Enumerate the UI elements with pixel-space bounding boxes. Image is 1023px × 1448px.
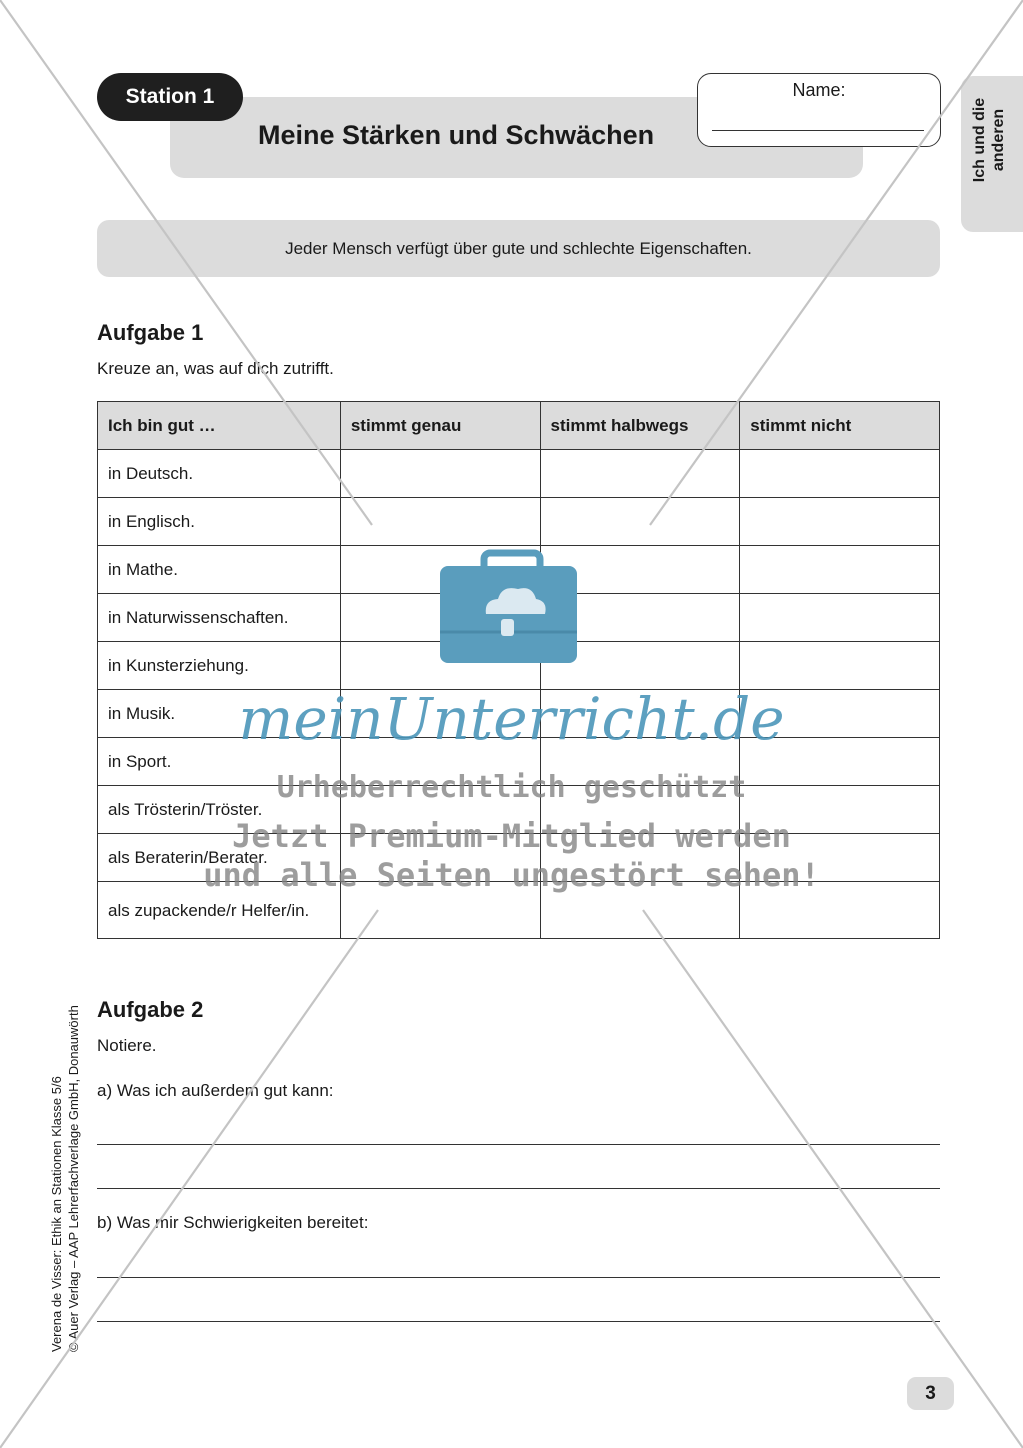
- table-row: [98, 642, 940, 690]
- author-credit: Verena de Visser: Ethik an Stationen Klasse 5/6: [49, 1076, 64, 1352]
- writing-line[interactable]: [97, 1188, 940, 1189]
- checkbox-cell[interactable]: [740, 594, 940, 642]
- checkbox-cell[interactable]: [340, 594, 540, 642]
- checkbox-cell[interactable]: [740, 642, 940, 690]
- watermark-diagonal: [643, 910, 1023, 1448]
- station-badge: Station 1: [97, 73, 243, 121]
- table-header-row: [98, 402, 940, 450]
- checkbox-cell[interactable]: [340, 642, 540, 690]
- checkbox-cell[interactable]: [540, 546, 740, 594]
- watermark-line-2: Jetzt Premium-Mitglied werden: [232, 817, 791, 855]
- intro-box: Jeder Mensch verfügt über gute und schlechte Eigenschaften.: [97, 220, 940, 277]
- task2-heading: Aufgabe 2: [97, 997, 204, 1022]
- writing-line[interactable]: [97, 1277, 940, 1278]
- name-label: Name:: [792, 80, 846, 100]
- checkbox-cell[interactable]: [340, 498, 540, 546]
- task2-prompt-a: a) Was ich außerdem gut kann:: [97, 1081, 334, 1100]
- checkbox-cell[interactable]: [740, 546, 940, 594]
- column-header: stimmt nicht: [740, 402, 940, 450]
- row-label: in Sport.: [98, 738, 341, 786]
- row-label: in Naturwissenschaften.: [98, 594, 341, 642]
- copyright-footer: [48, 962, 82, 1352]
- writing-line[interactable]: [97, 1321, 940, 1322]
- column-header: stimmt halbwegs: [540, 402, 740, 450]
- row-label: in Deutsch.: [98, 450, 341, 498]
- watermark-line-3: und alle Seiten ungestört sehen!: [203, 856, 820, 894]
- task1-heading: Aufgabe 1: [97, 320, 204, 345]
- table-row: [98, 594, 940, 642]
- task2-instruction: Notiere.: [97, 1036, 157, 1055]
- checkbox-cell[interactable]: [540, 594, 740, 642]
- row-label: als Beraterin/Berater.: [98, 834, 341, 882]
- checkbox-cell[interactable]: [740, 498, 940, 546]
- checkbox-cell[interactable]: [540, 642, 740, 690]
- checkbox-cell[interactable]: [340, 450, 540, 498]
- watermark-line-1: Urheberrechtlich geschützt: [276, 770, 747, 805]
- watermark-logo: meinUnterricht.de: [238, 685, 785, 753]
- side-tab-label: [970, 80, 1008, 200]
- checkbox-cell[interactable]: [740, 450, 940, 498]
- table-row: [98, 546, 940, 594]
- table-row: [98, 450, 940, 498]
- row-label: als zupackende/r Helfer/in.: [98, 882, 341, 939]
- side-tab-line-2: anderen: [990, 108, 1007, 172]
- side-tab-line-1: Ich und die: [971, 97, 988, 183]
- column-header: Ich bin gut …: [98, 402, 341, 450]
- writing-line[interactable]: [97, 1144, 940, 1145]
- name-line: [712, 130, 924, 131]
- row-label: in Englisch.: [98, 498, 341, 546]
- publisher-credit: © Auer Verlag – AAP Lehrerfachverlage GmbH, Donauwörth: [66, 1005, 81, 1352]
- row-label: als Trösterin/Tröster.: [98, 786, 341, 834]
- checkbox-cell[interactable]: [540, 498, 740, 546]
- table-row: [98, 498, 940, 546]
- row-label: in Musik.: [98, 690, 341, 738]
- row-label: in Kunsterziehung.: [98, 642, 341, 690]
- name-box: [697, 73, 941, 147]
- task2-prompt-b: b) Was mir Schwierigkeiten bereitet:: [97, 1213, 369, 1232]
- column-header: stimmt genau: [340, 402, 540, 450]
- page-title: Meine Stärken und Schwächen: [258, 120, 655, 150]
- task1-instruction: Kreuze an, was auf dich zutrifft.: [97, 359, 334, 378]
- checkbox-cell[interactable]: [340, 546, 540, 594]
- checkbox-cell[interactable]: [540, 450, 740, 498]
- row-label: in Mathe.: [98, 546, 341, 594]
- page-number: 3: [907, 1377, 954, 1410]
